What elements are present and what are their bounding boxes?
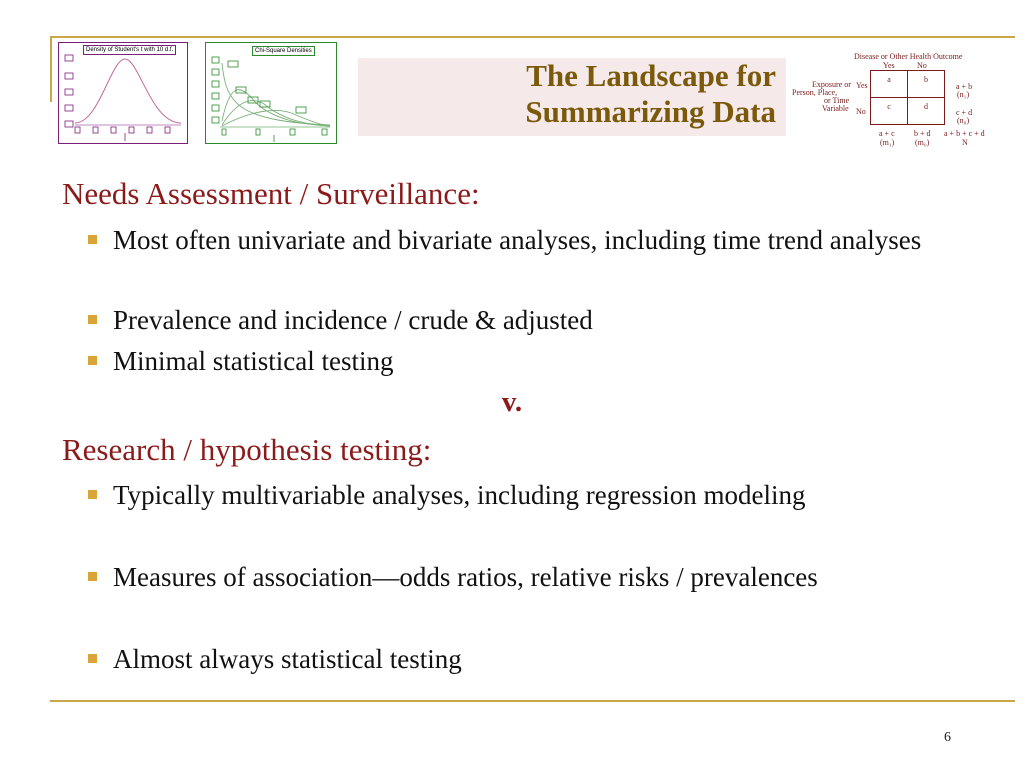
row-total-2-sub: (n₀) xyxy=(957,116,970,125)
grand-total-sub: N xyxy=(962,138,968,147)
bullet-text: Prevalence and incidence / crude & adjusted xyxy=(113,305,593,335)
col-no-label: No xyxy=(917,61,927,70)
top-rule xyxy=(50,36,1015,38)
exposure-label-3: or Time xyxy=(824,96,850,105)
cell-d: d xyxy=(907,97,945,125)
cell-a: a xyxy=(870,70,908,98)
slide-title xyxy=(358,58,776,130)
bullet-text: Measures of association—odds ratios, relative risks / prevalences xyxy=(113,562,818,592)
cell-b: b xyxy=(907,70,945,98)
col-total-1: a + c xyxy=(879,129,895,138)
versus-label: v. xyxy=(501,386,523,418)
bullet-text: Minimal statistical testing xyxy=(113,346,394,376)
t-density-title: Density of Student's t with 10 d.f. xyxy=(83,45,176,55)
exposure-label-1: Exposure or xyxy=(812,80,851,89)
bullet-square-icon xyxy=(88,654,97,663)
col-total-2-sub: (m₀) xyxy=(915,138,930,147)
chi-square-title: Chi-Square Densities xyxy=(252,46,315,56)
outcome-label: Disease or Other Health Outcome xyxy=(854,52,963,61)
bullet-square-icon xyxy=(88,356,97,365)
bullet-text: Most often univariate and bivariate analyses, including time trend analyses xyxy=(113,225,922,255)
page-number: 6 xyxy=(944,730,951,745)
bottom-rule xyxy=(50,700,1015,702)
bullet-text: Typically multivariable analyses, including regression modeling xyxy=(113,480,806,510)
col-yes-label: Yes xyxy=(883,61,895,70)
bullet-square-icon xyxy=(88,235,97,244)
bullet-square-icon xyxy=(88,490,97,499)
section-heading-research: Research / hypothesis testing: xyxy=(62,432,432,467)
row-total-2: c + d xyxy=(956,108,973,117)
bullet-text: Almost always statistical testing xyxy=(113,644,462,674)
chi-square-thumbnail xyxy=(205,42,337,144)
top-left-vertical-rule xyxy=(50,36,52,102)
col-total-1-sub: (m₁) xyxy=(880,138,895,147)
exposure-label-2: Person, Place, xyxy=(792,88,838,97)
t-density-curve-graphic xyxy=(59,43,187,143)
bullet-square-icon xyxy=(88,315,97,324)
section-heading-needs-assessment: Needs Assessment / Surveillance: xyxy=(62,176,480,211)
cell-c: c xyxy=(870,97,908,125)
slide-title-line1: The Landscape for xyxy=(526,58,776,93)
row-no-label: No xyxy=(856,107,866,116)
exposure-label-4: Variable xyxy=(822,104,849,113)
t-density-thumbnail xyxy=(58,42,188,144)
grand-total: a + b + c + d xyxy=(944,129,985,138)
bullet-square-icon xyxy=(88,572,97,581)
chi-square-curves-graphic xyxy=(206,43,336,143)
row-total-1: a + b xyxy=(956,82,973,91)
slide-title-line2: Summarizing Data xyxy=(525,94,776,129)
row-total-1-sub: (n₁) xyxy=(957,90,970,99)
col-total-2: b + d xyxy=(914,129,931,138)
row-yes-label: Yes xyxy=(856,81,868,90)
two-by-two-table xyxy=(790,48,1000,152)
